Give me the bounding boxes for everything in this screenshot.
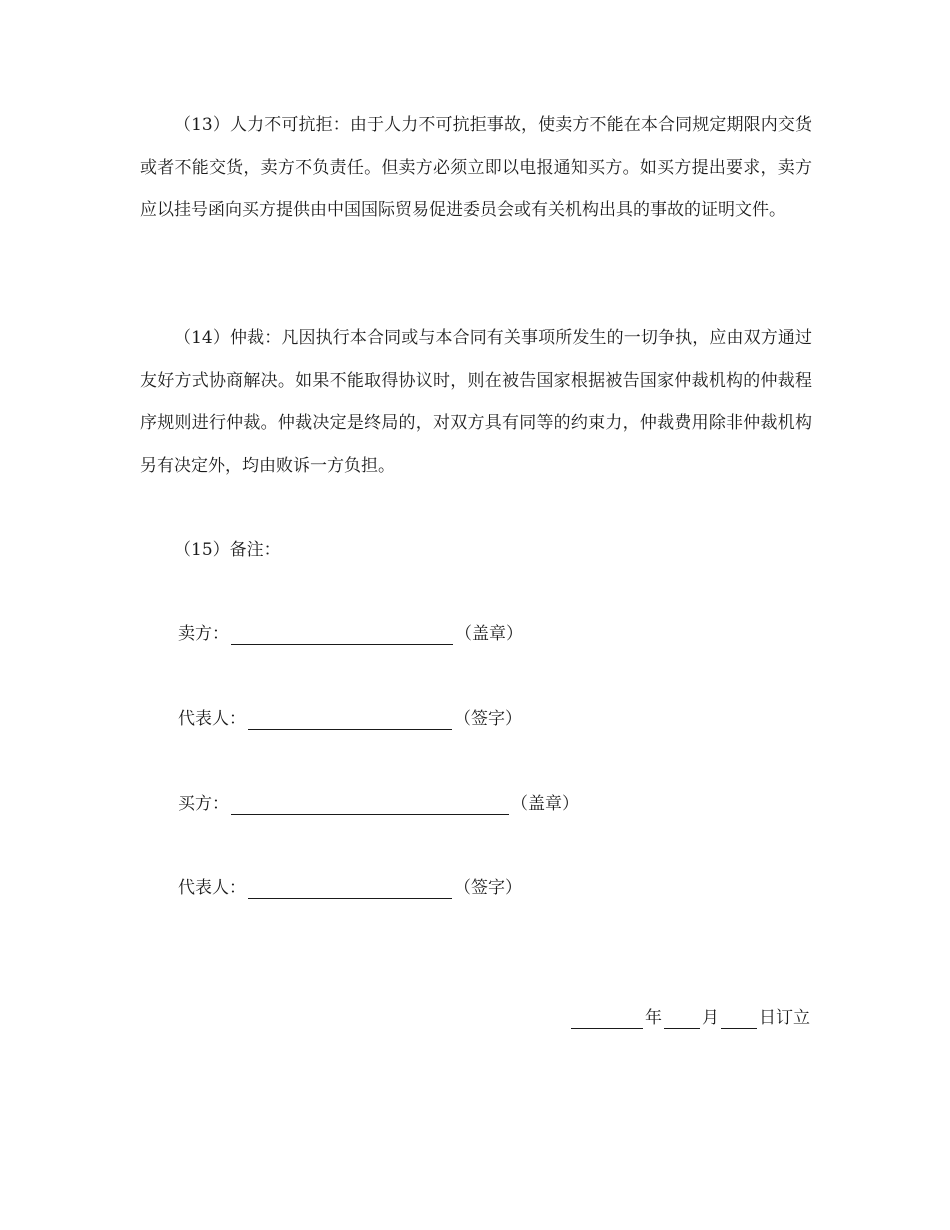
buyer-representative-line	[178, 877, 522, 899]
month-blank	[664, 1010, 700, 1029]
seller-representative-line	[178, 708, 522, 730]
seller-signature-line	[178, 623, 523, 645]
seller-seal-note: （盖章）	[455, 624, 523, 644]
year-label: 年	[645, 1008, 662, 1028]
contract-date-line	[569, 1007, 810, 1029]
buyer-signature-line	[178, 793, 579, 815]
clause-15-remarks: （15）备注：	[174, 540, 281, 560]
buyer-representative-blank	[248, 880, 452, 899]
buyer-label: 买方：	[178, 794, 229, 814]
seller-blank	[231, 626, 453, 645]
seller-label: 卖方：	[178, 624, 229, 644]
month-label: 月	[702, 1008, 719, 1028]
seller-representative-sign-note: （签字）	[454, 709, 522, 729]
buyer-seal-note: （盖章）	[511, 794, 579, 814]
clause-14-arbitration: （14）仲裁：凡因执行本合同或与本合同有关事项所发生的一切争执，应由双方通过友好方式协商解决。如果不能取得协议时，则在被告国家根据被告国家仲裁机构的仲裁程序规则进行仲裁。仲裁决定是终局的，对双方具有同等的约束力，仲裁费用除非仲裁机构另有决定外，均由败诉一方负担。	[140, 328, 812, 476]
buyer-representative-label: 代表人：	[178, 878, 246, 898]
buyer-representative-sign-note: （签字）	[454, 878, 522, 898]
year-blank	[571, 1010, 643, 1029]
buyer-blank	[231, 796, 509, 815]
clause-13-force-majeure: （13）人力不可抗拒：由于人力不可抗拒事故，使卖方不能在本合同规定期限内交货或者不能交货，卖方不负责任。但卖方必须立即以电报通知买方。如买方提出要求，卖方应以挂号函向买方提供由中国国际贸易促进委员会或有关机构出具的事故的证明文件。	[140, 115, 812, 220]
seller-representative-label: 代表人：	[178, 709, 246, 729]
seller-representative-blank	[248, 711, 452, 730]
day-label: 日订立	[759, 1008, 810, 1028]
day-blank	[721, 1010, 757, 1029]
